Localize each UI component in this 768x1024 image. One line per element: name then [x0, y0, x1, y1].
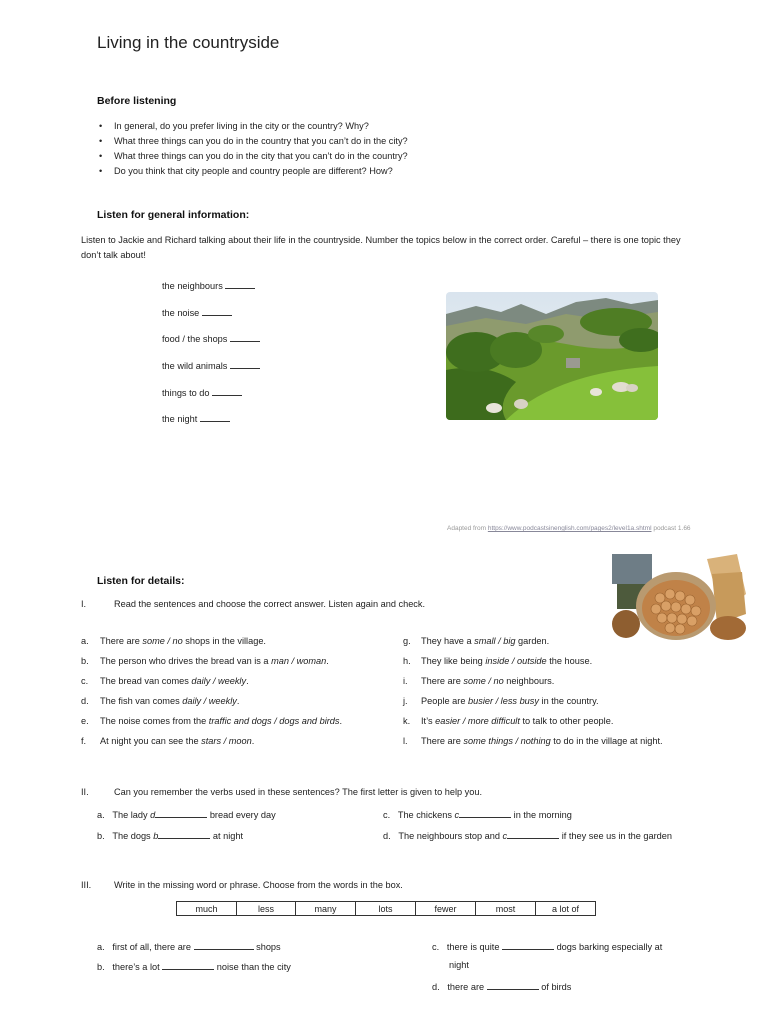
- answer-choice[interactable]: small / big: [474, 636, 516, 646]
- item-letter: b.: [81, 656, 89, 666]
- topic-item: things to do: [162, 386, 242, 398]
- answer-choice[interactable]: traffic and dogs / dogs and birds: [208, 716, 340, 726]
- item-text: The noise comes from the traffic and dogs / dogs and birds.: [100, 716, 343, 726]
- answer-blank[interactable]: [487, 980, 539, 990]
- answer-choice[interactable]: daily / weekly: [182, 696, 237, 706]
- part-3-instruction: Write in the missing word or phrase. Choose from the words in the box.: [114, 880, 403, 890]
- part-3-item-a: a. first of all, there are shops: [97, 942, 281, 952]
- item-text: At night you can see the stars / moon.: [100, 736, 255, 746]
- answer-blank[interactable]: [459, 808, 511, 818]
- answer-choice[interactable]: some / no: [463, 676, 504, 686]
- item-text: There are some / no shops in the village.: [100, 636, 266, 646]
- answer-blank[interactable]: [212, 386, 242, 396]
- part-2-item-a: a. The lady d bread every day: [97, 810, 276, 820]
- word-box-cell: many: [296, 902, 356, 916]
- source-credit: Adapted from https://www.podcastsinenglish.com/pages2/level1a.shtml podcast 1.66: [447, 525, 691, 532]
- item-letter: i.: [403, 676, 408, 686]
- multiple-choice-item: [81, 736, 255, 746]
- topic-item: the wild animals: [162, 359, 260, 371]
- item-text: There are some things / nothing to do in the village at night.: [421, 736, 663, 746]
- before-listening-list: [97, 119, 557, 179]
- answer-choice[interactable]: daily / weekly: [191, 676, 247, 686]
- answer-blank[interactable]: [194, 940, 254, 950]
- part-2-item-c: c. The chickens c in the morning: [383, 810, 572, 820]
- multiple-choice-item: [81, 656, 329, 666]
- part-3-item-d: d. there are of birds: [432, 982, 572, 992]
- multiple-choice-item: [403, 736, 663, 746]
- topic-item: food / the shops: [162, 332, 260, 344]
- part-3-number: III.: [81, 880, 92, 890]
- item-letter: g.: [403, 636, 411, 646]
- part-1-number: I.: [81, 599, 87, 609]
- bullet-item: • What three things can you do in the country that you can’t do in the city?: [97, 134, 557, 149]
- item-letter: d.: [81, 696, 89, 706]
- word-box-cell: fewer: [416, 902, 476, 916]
- word-box: [176, 901, 596, 916]
- answer-blank[interactable]: [155, 808, 207, 818]
- item-text: There are some / no neighbours.: [421, 676, 555, 686]
- market-food-photo: [612, 554, 746, 642]
- answer-blank[interactable]: [230, 359, 260, 369]
- word-box-cell: less: [237, 902, 296, 916]
- part-2-number: II.: [81, 787, 89, 797]
- item-letter: f.: [81, 736, 87, 746]
- word-box-cell: lots: [356, 902, 416, 916]
- answer-blank[interactable]: [502, 940, 554, 950]
- answer-choice[interactable]: some things / nothing: [463, 736, 551, 746]
- multiple-choice-item: [403, 696, 599, 706]
- item-letter: h.: [403, 656, 411, 666]
- item-letter: e.: [81, 716, 89, 726]
- item-text: It’s easier / more difficult to talk to other people.: [421, 716, 614, 726]
- part-3-item-c: c. there is quite dogs barking especially at: [432, 942, 663, 952]
- part-2-item-d: d. The neighbours stop and c if they see us in the garden: [383, 831, 673, 841]
- word-box-cell: most: [476, 902, 536, 916]
- item-letter: j.: [403, 696, 408, 706]
- item-text: The fish van comes daily / weekly.: [100, 696, 240, 706]
- multiple-choice-item: [81, 636, 266, 646]
- topic-item: the night: [162, 412, 230, 424]
- answer-choice[interactable]: busier / less busy: [468, 696, 539, 706]
- item-letter: c.: [81, 676, 89, 686]
- item-letter: k.: [403, 716, 411, 726]
- before-listening-heading: Before listening: [97, 95, 177, 107]
- answer-blank[interactable]: [200, 412, 230, 422]
- item-text: They have a small / big garden.: [421, 636, 550, 646]
- answer-blank[interactable]: [158, 829, 210, 839]
- page-title: Living in the countryside: [97, 33, 280, 52]
- answer-blank[interactable]: [162, 960, 214, 970]
- topic-item: the noise: [162, 306, 232, 318]
- item-text: They like being inside / outside the house.: [421, 656, 593, 666]
- answer-choice[interactable]: easier / more difficult: [435, 716, 520, 726]
- answer-choice[interactable]: inside / outside: [485, 656, 547, 666]
- part-2-instruction: Can you remember the verbs used in these sentences? The first letter is given to help you.: [114, 787, 483, 797]
- multiple-choice-item: [81, 716, 343, 726]
- answer-choice[interactable]: stars / moon: [201, 736, 252, 746]
- bullet-item: • What three things can you do in the city that you can’t do in the country?: [97, 149, 557, 164]
- answer-blank[interactable]: [225, 279, 255, 289]
- general-info-instruction: Listen to Jackie and Richard talking about their life in the countryside. Number the topics below in the correct order. Careful – there is one topic they don’t talk about!: [81, 235, 681, 260]
- item-text: The person who drives the bread van is a man / woman.: [100, 656, 329, 666]
- multiple-choice-item: [81, 676, 249, 686]
- multiple-choice-item: [81, 696, 240, 706]
- answer-blank[interactable]: [202, 306, 232, 316]
- bullet-item: • Do you think that city people and country people are different? How?: [97, 164, 557, 179]
- topic-item: the neighbours: [162, 279, 255, 291]
- part-2-item-b: b. The dogs b at night: [97, 831, 244, 841]
- general-info-heading: Listen for general information:: [97, 209, 250, 221]
- word-box-cell: a lot of: [536, 902, 596, 916]
- bullet-item: • In general, do you prefer living in the city or the country? Why?: [97, 119, 557, 134]
- item-letter: l.: [403, 736, 408, 746]
- multiple-choice-item: [403, 636, 550, 646]
- answer-blank[interactable]: [507, 829, 559, 839]
- multiple-choice-item: [403, 716, 614, 726]
- part-3-item-c-continued: night: [449, 960, 469, 970]
- source-link[interactable]: https://www.podcastsinenglish.com/pages2/level1a.shtml: [487, 525, 652, 532]
- answer-choice[interactable]: man / woman: [271, 656, 327, 666]
- item-text: People are busier / less busy in the country.: [421, 696, 599, 706]
- part-3-item-b: b. there’s a lot noise than the city: [97, 962, 291, 972]
- details-heading: Listen for details:: [97, 575, 185, 587]
- multiple-choice-item: [403, 656, 593, 666]
- countryside-photo: [446, 292, 658, 420]
- answer-choice[interactable]: some / no: [142, 636, 183, 646]
- item-letter: a.: [81, 636, 89, 646]
- multiple-choice-item: [403, 676, 555, 686]
- item-text: The bread van comes daily / weekly.: [100, 676, 249, 686]
- answer-blank[interactable]: [230, 332, 260, 342]
- word-box-cell: much: [177, 902, 237, 916]
- part-1-instruction: Read the sentences and choose the correct answer. Listen again and check.: [114, 599, 426, 609]
